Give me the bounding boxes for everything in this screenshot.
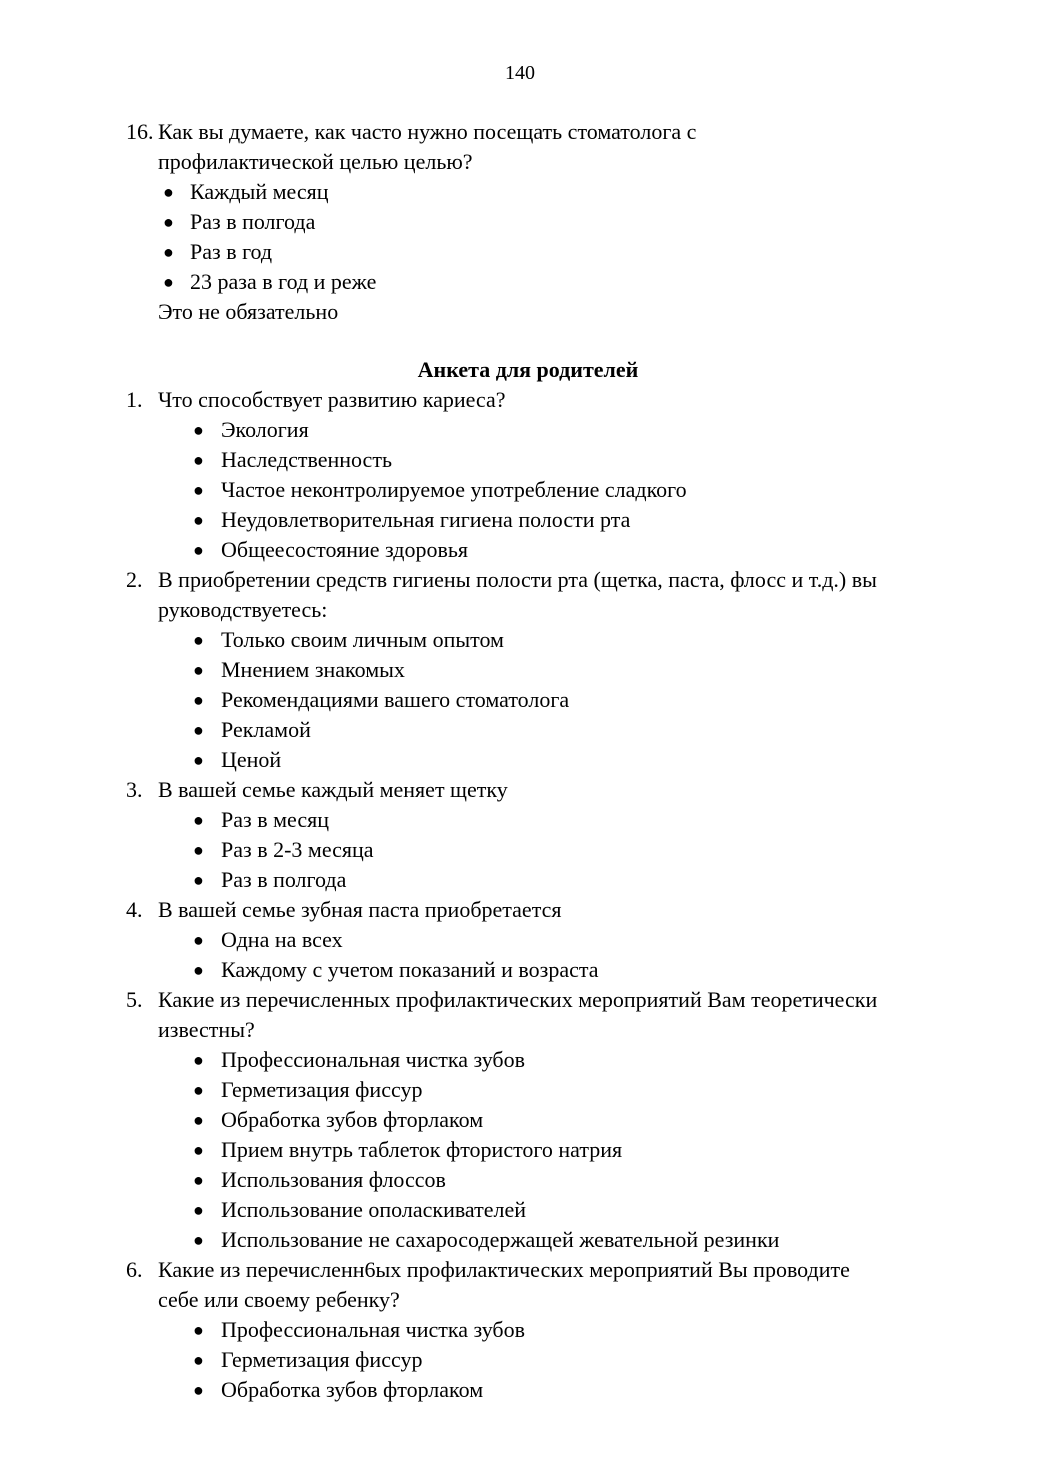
question-number: 6. <box>126 1257 143 1282</box>
bullet-icon: ● <box>193 630 204 650</box>
list-item <box>0 1075 1040 1105</box>
bullet-icon: ● <box>193 1380 204 1400</box>
bullet-icon: ● <box>193 1140 204 1160</box>
trailing-line <box>0 297 1040 327</box>
option-text: Использования флоссов <box>221 1167 446 1192</box>
list-item <box>0 865 1040 895</box>
document-body <box>0 117 1040 1405</box>
question-number: 2. <box>126 567 143 592</box>
list-item <box>0 925 1040 955</box>
bullet-icon: ● <box>193 1320 204 1340</box>
option-text: Мнением знакомых <box>221 657 405 682</box>
bullet-icon: ● <box>193 1110 204 1130</box>
option-text: Раз в полгода <box>190 209 316 234</box>
bullet-icon: ● <box>193 480 204 500</box>
list-item <box>0 1345 1040 1375</box>
bullet-icon: ● <box>193 1050 204 1070</box>
list-item <box>0 1315 1040 1345</box>
option-text: Прием внутрь таблеток фтористого натрия <box>221 1137 623 1162</box>
bullet-icon: ● <box>193 960 204 980</box>
bullet-icon: ● <box>193 870 204 890</box>
bullet-icon: ● <box>193 840 204 860</box>
option-text: Профессиональная чистка зубов <box>221 1317 526 1342</box>
list-item <box>0 1045 1040 1075</box>
question-text: руководствуетесь: <box>158 597 328 622</box>
bullet-icon: ● <box>193 1170 204 1190</box>
list-item <box>0 955 1040 985</box>
option-text: Только своим личным опытом <box>221 627 504 652</box>
option-text: Неудовлетворительная гигиена полости рта <box>221 507 631 532</box>
question-number: 16. <box>126 119 154 144</box>
option-text: Общеесостояние здоровья <box>221 537 469 562</box>
list-item <box>0 237 1040 267</box>
list-item <box>0 715 1040 745</box>
bullet-icon: ● <box>163 182 174 202</box>
bullet-icon: ● <box>193 420 204 440</box>
question-line <box>0 595 1040 625</box>
bullet-icon: ● <box>193 1350 204 1370</box>
list-item <box>0 1375 1040 1405</box>
option-text: Использование не сахаросодержащей жевательной резинки <box>221 1227 780 1252</box>
list-item <box>0 207 1040 237</box>
question-line <box>0 385 1040 415</box>
section-title: Анкета для родителей <box>417 357 639 382</box>
bullet-icon: ● <box>193 1080 204 1100</box>
question-number: 1. <box>126 387 143 412</box>
bullet-icon: ● <box>193 1230 204 1250</box>
option-text: Ценой <box>221 747 282 772</box>
bullet-icon: ● <box>193 510 204 530</box>
option-text: Использование ополаскивателей <box>221 1197 527 1222</box>
bullet-icon: ● <box>163 272 174 292</box>
option-text: Наследственность <box>221 447 392 472</box>
option-text: Раз в месяц <box>221 807 329 832</box>
list-item <box>0 655 1040 685</box>
option-text: 23 раза в год и реже <box>190 269 377 294</box>
question-text: В вашей семье зубная паста приобретается <box>158 897 562 922</box>
option-text: Каждый месяц <box>190 179 329 204</box>
question-text: В приобретении средств гигиены полости рта (щетка, паста, флосс и т.д.) вы <box>158 567 877 592</box>
list-item <box>0 1165 1040 1195</box>
bullet-icon: ● <box>193 660 204 680</box>
option-text: Одна на всех <box>221 927 343 952</box>
list-item <box>0 1195 1040 1225</box>
question-line <box>0 895 1040 925</box>
option-text: Обработка зубов фторлаком <box>221 1377 484 1402</box>
question-text: В вашей семье каждый меняет щетку <box>158 777 508 802</box>
bullet-icon: ● <box>193 540 204 560</box>
question-text: Что способствует развитию кариеса? <box>158 387 506 412</box>
question-text: известны? <box>158 1017 255 1042</box>
list-item <box>0 1225 1040 1255</box>
bullet-icon: ● <box>193 810 204 830</box>
option-text: Частое неконтролируемое употребление сладкого <box>221 477 687 502</box>
question-text: Какие из перечисленных профилактических мероприятий Вам теоретически <box>158 987 878 1012</box>
option-text: Рекламой <box>221 717 311 742</box>
bullet-icon: ● <box>163 242 174 262</box>
option-text: Герметизация фиссур <box>221 1077 423 1102</box>
question-16-line-2 <box>0 147 1040 177</box>
bullet-icon: ● <box>193 930 204 950</box>
list-item <box>0 475 1040 505</box>
list-item <box>0 835 1040 865</box>
question-line <box>0 1255 1040 1285</box>
list-item <box>0 535 1040 565</box>
option-text: Рекомендациями вашего стоматолога <box>221 687 570 712</box>
question-text: себе или своему ребенку? <box>158 1287 400 1312</box>
trailing-text: Это не обязательно <box>158 299 339 324</box>
question-16-line-1 <box>0 117 1040 147</box>
list-item <box>0 1135 1040 1165</box>
option-text: Раз в год <box>190 239 273 264</box>
question-line <box>0 985 1040 1015</box>
option-text: Экология <box>221 417 309 442</box>
list-item <box>0 745 1040 775</box>
list-item <box>0 1105 1040 1135</box>
question-number: 3. <box>126 777 143 802</box>
question-line <box>0 1015 1040 1045</box>
option-text: Каждому с учетом показаний и возраста <box>221 957 599 982</box>
question-text: профилактической целью целью? <box>158 149 473 174</box>
question-number: 5. <box>126 987 143 1012</box>
question-line <box>0 565 1040 595</box>
option-text: Профессиональная чистка зубов <box>221 1047 526 1072</box>
question-text: Как вы думаете, как часто нужно посещать стоматолога с <box>158 119 697 144</box>
list-item <box>0 177 1040 207</box>
list-item <box>0 267 1040 297</box>
list-item <box>0 625 1040 655</box>
option-text: Раз в полгода <box>221 867 347 892</box>
option-text: Герметизация фиссур <box>221 1347 423 1372</box>
question-text: Какие из перечисленн6ых профилактических мероприятий Вы проводите <box>158 1257 850 1282</box>
page-number: 140 <box>505 62 535 84</box>
bullet-icon: ● <box>193 750 204 770</box>
list-item <box>0 505 1040 535</box>
list-item <box>0 685 1040 715</box>
bullet-icon: ● <box>193 450 204 470</box>
option-text: Обработка зубов фторлаком <box>221 1107 484 1132</box>
bullet-icon: ● <box>163 212 174 232</box>
list-item <box>0 805 1040 835</box>
question-line <box>0 1285 1040 1315</box>
list-item <box>0 445 1040 475</box>
list-item <box>0 415 1040 445</box>
question-number: 4. <box>126 897 143 922</box>
bullet-icon: ● <box>193 720 204 740</box>
question-line <box>0 775 1040 805</box>
bullet-icon: ● <box>193 1200 204 1220</box>
option-text: Раз в 2-3 месяца <box>221 837 374 862</box>
bullet-icon: ● <box>193 690 204 710</box>
